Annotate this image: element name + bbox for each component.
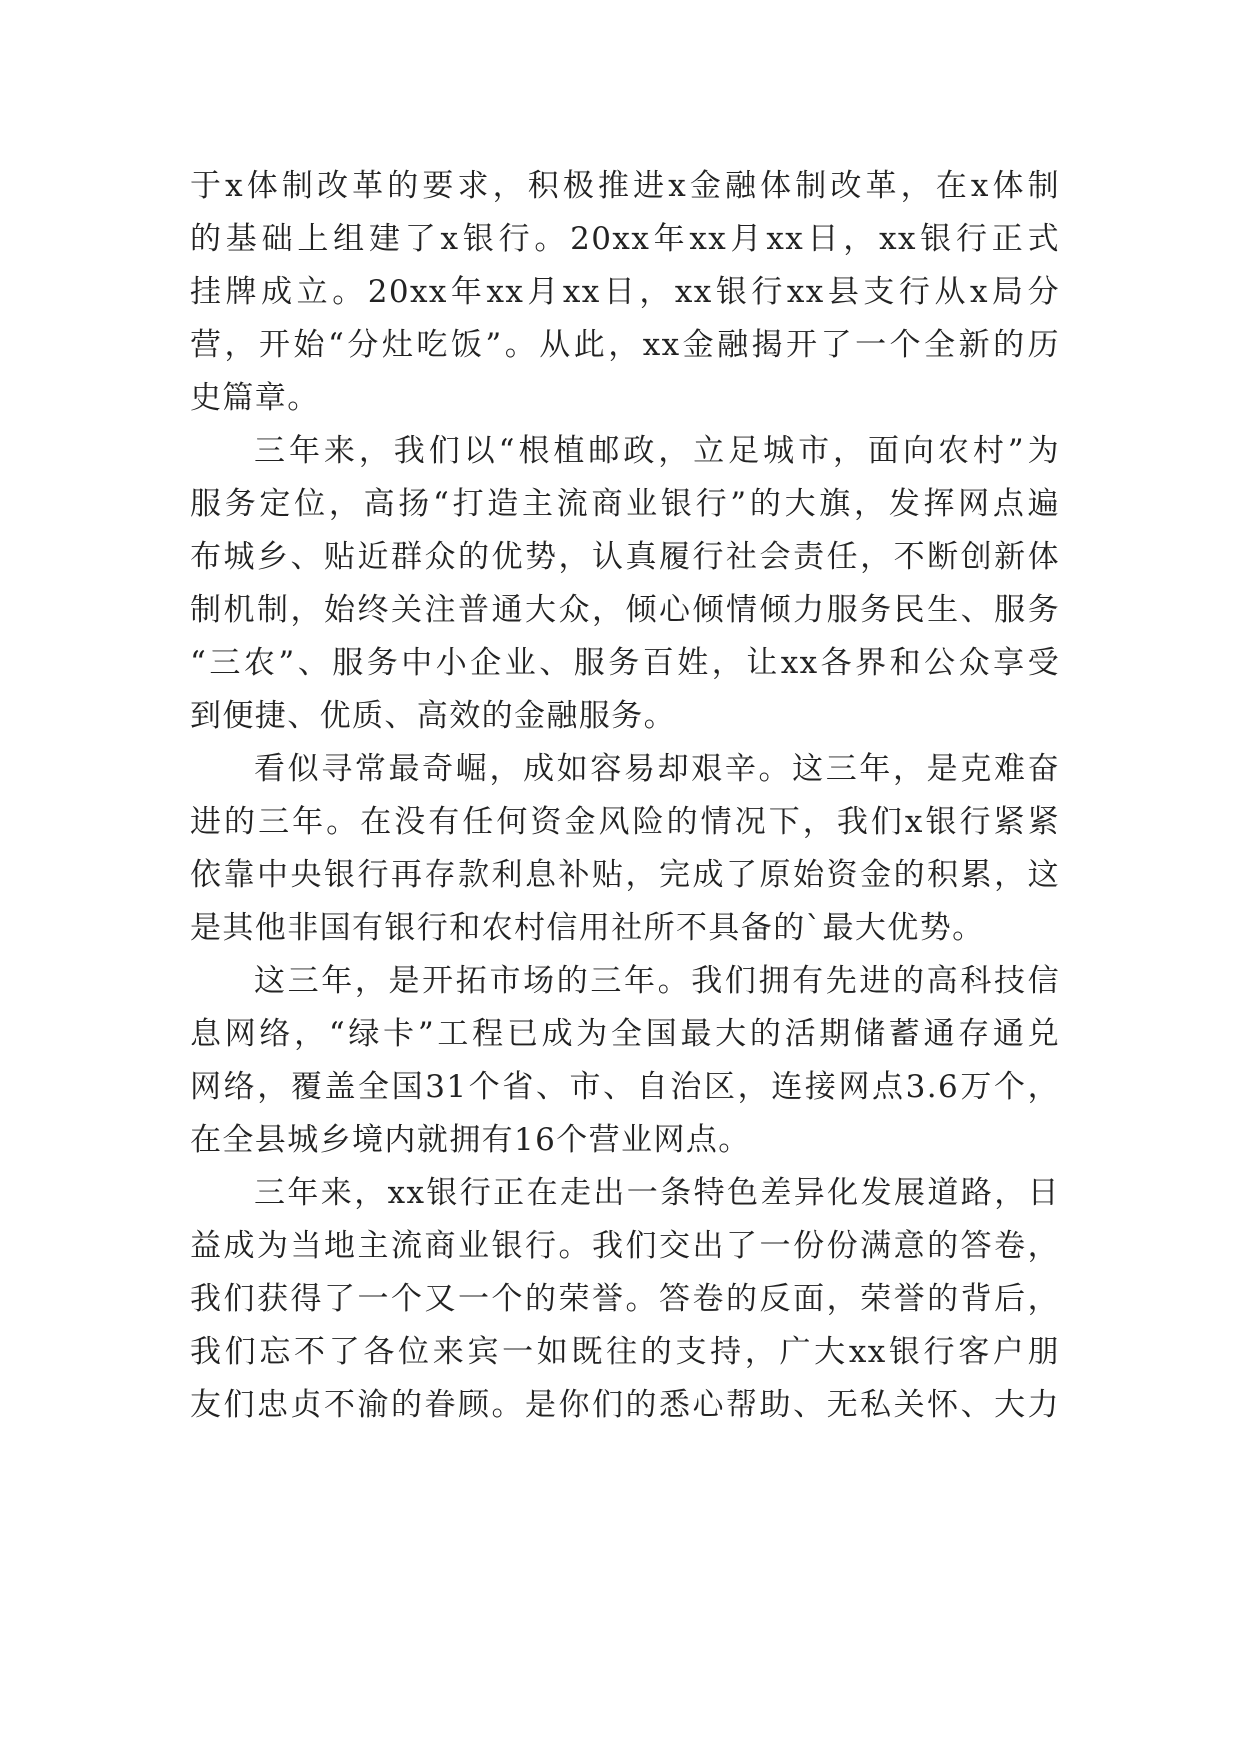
text-line: 的基础上组建了x银行。20xx年xx月xx日，xx银行正式	[190, 221, 1060, 257]
text-line: 于x体制改革的要求，积极推进x金融体制改革，在x体制	[190, 168, 1060, 204]
text-line: 到便捷、优质、高效的金融服务。	[190, 698, 676, 734]
paragraph-first-line: 三年来，我们以“根植邮政，立足城市，面向农村”为	[254, 433, 1060, 469]
text-line: 是其他非国有银行和农村信用社所不具备的`最大优势。	[190, 910, 985, 946]
text-line: 在全县城乡境内就拥有16个营业网点。	[190, 1122, 751, 1158]
text-line: 挂牌成立。20xx年xx月xx日，xx银行xx县支行从x局分	[190, 274, 1060, 310]
text-line: 我们获得了一个又一个的荣誉。答卷的反面，荣誉的背后，	[190, 1281, 1060, 1317]
text-line: 布城乡、贴近群众的优势，认真履行社会责任，不断创新体	[190, 539, 1060, 575]
text-line: 友们忠贞不渝的眷顾。是你们的悉心帮助、无私关怀、大力	[190, 1387, 1060, 1423]
text-line: 制机制，始终关注普通大众，倾心倾情倾力服务民生、服务	[190, 592, 1060, 628]
text-line: 服务定位，高扬“打造主流商业银行”的大旗，发挥网点遍	[190, 486, 1060, 522]
text-line: 营，开始“分灶吃饭”。从此，xx金融揭开了一个全新的历	[190, 327, 1060, 363]
document-body	[190, 160, 1060, 1432]
paragraph-first-line: 三年来，xx银行正在走出一条特色差异化发展道路，日	[254, 1175, 1060, 1211]
text-line: “三农”、服务中小企业、服务百姓，让xx各界和公众享受	[190, 645, 1060, 681]
text-line: 依靠中央银行再存款利息补贴，完成了原始资金的积累，这	[190, 857, 1060, 893]
text-line: 网络，覆盖全国31个省、市、自治区，连接网点3.6万个，	[190, 1069, 1060, 1105]
paragraph-first-line: 看似寻常最奇崛，成如容易却艰辛。这三年，是克难奋	[254, 751, 1060, 787]
text-line: 益成为当地主流商业银行。我们交出了一份份满意的答卷，	[190, 1228, 1060, 1264]
text-line: 息网络，“绿卡”工程已成为全国最大的活期储蓄通存通兑	[190, 1016, 1060, 1052]
text-line: 史篇章。	[190, 380, 320, 416]
paragraph-first-line: 这三年，是开拓市场的三年。我们拥有先进的高科技信	[254, 963, 1060, 999]
text-line: 我们忘不了各位来宾一如既往的支持，广大xx银行客户朋	[190, 1334, 1060, 1370]
text-line: 进的三年。在没有任何资金风险的情况下，我们x银行紧紧	[190, 804, 1060, 840]
